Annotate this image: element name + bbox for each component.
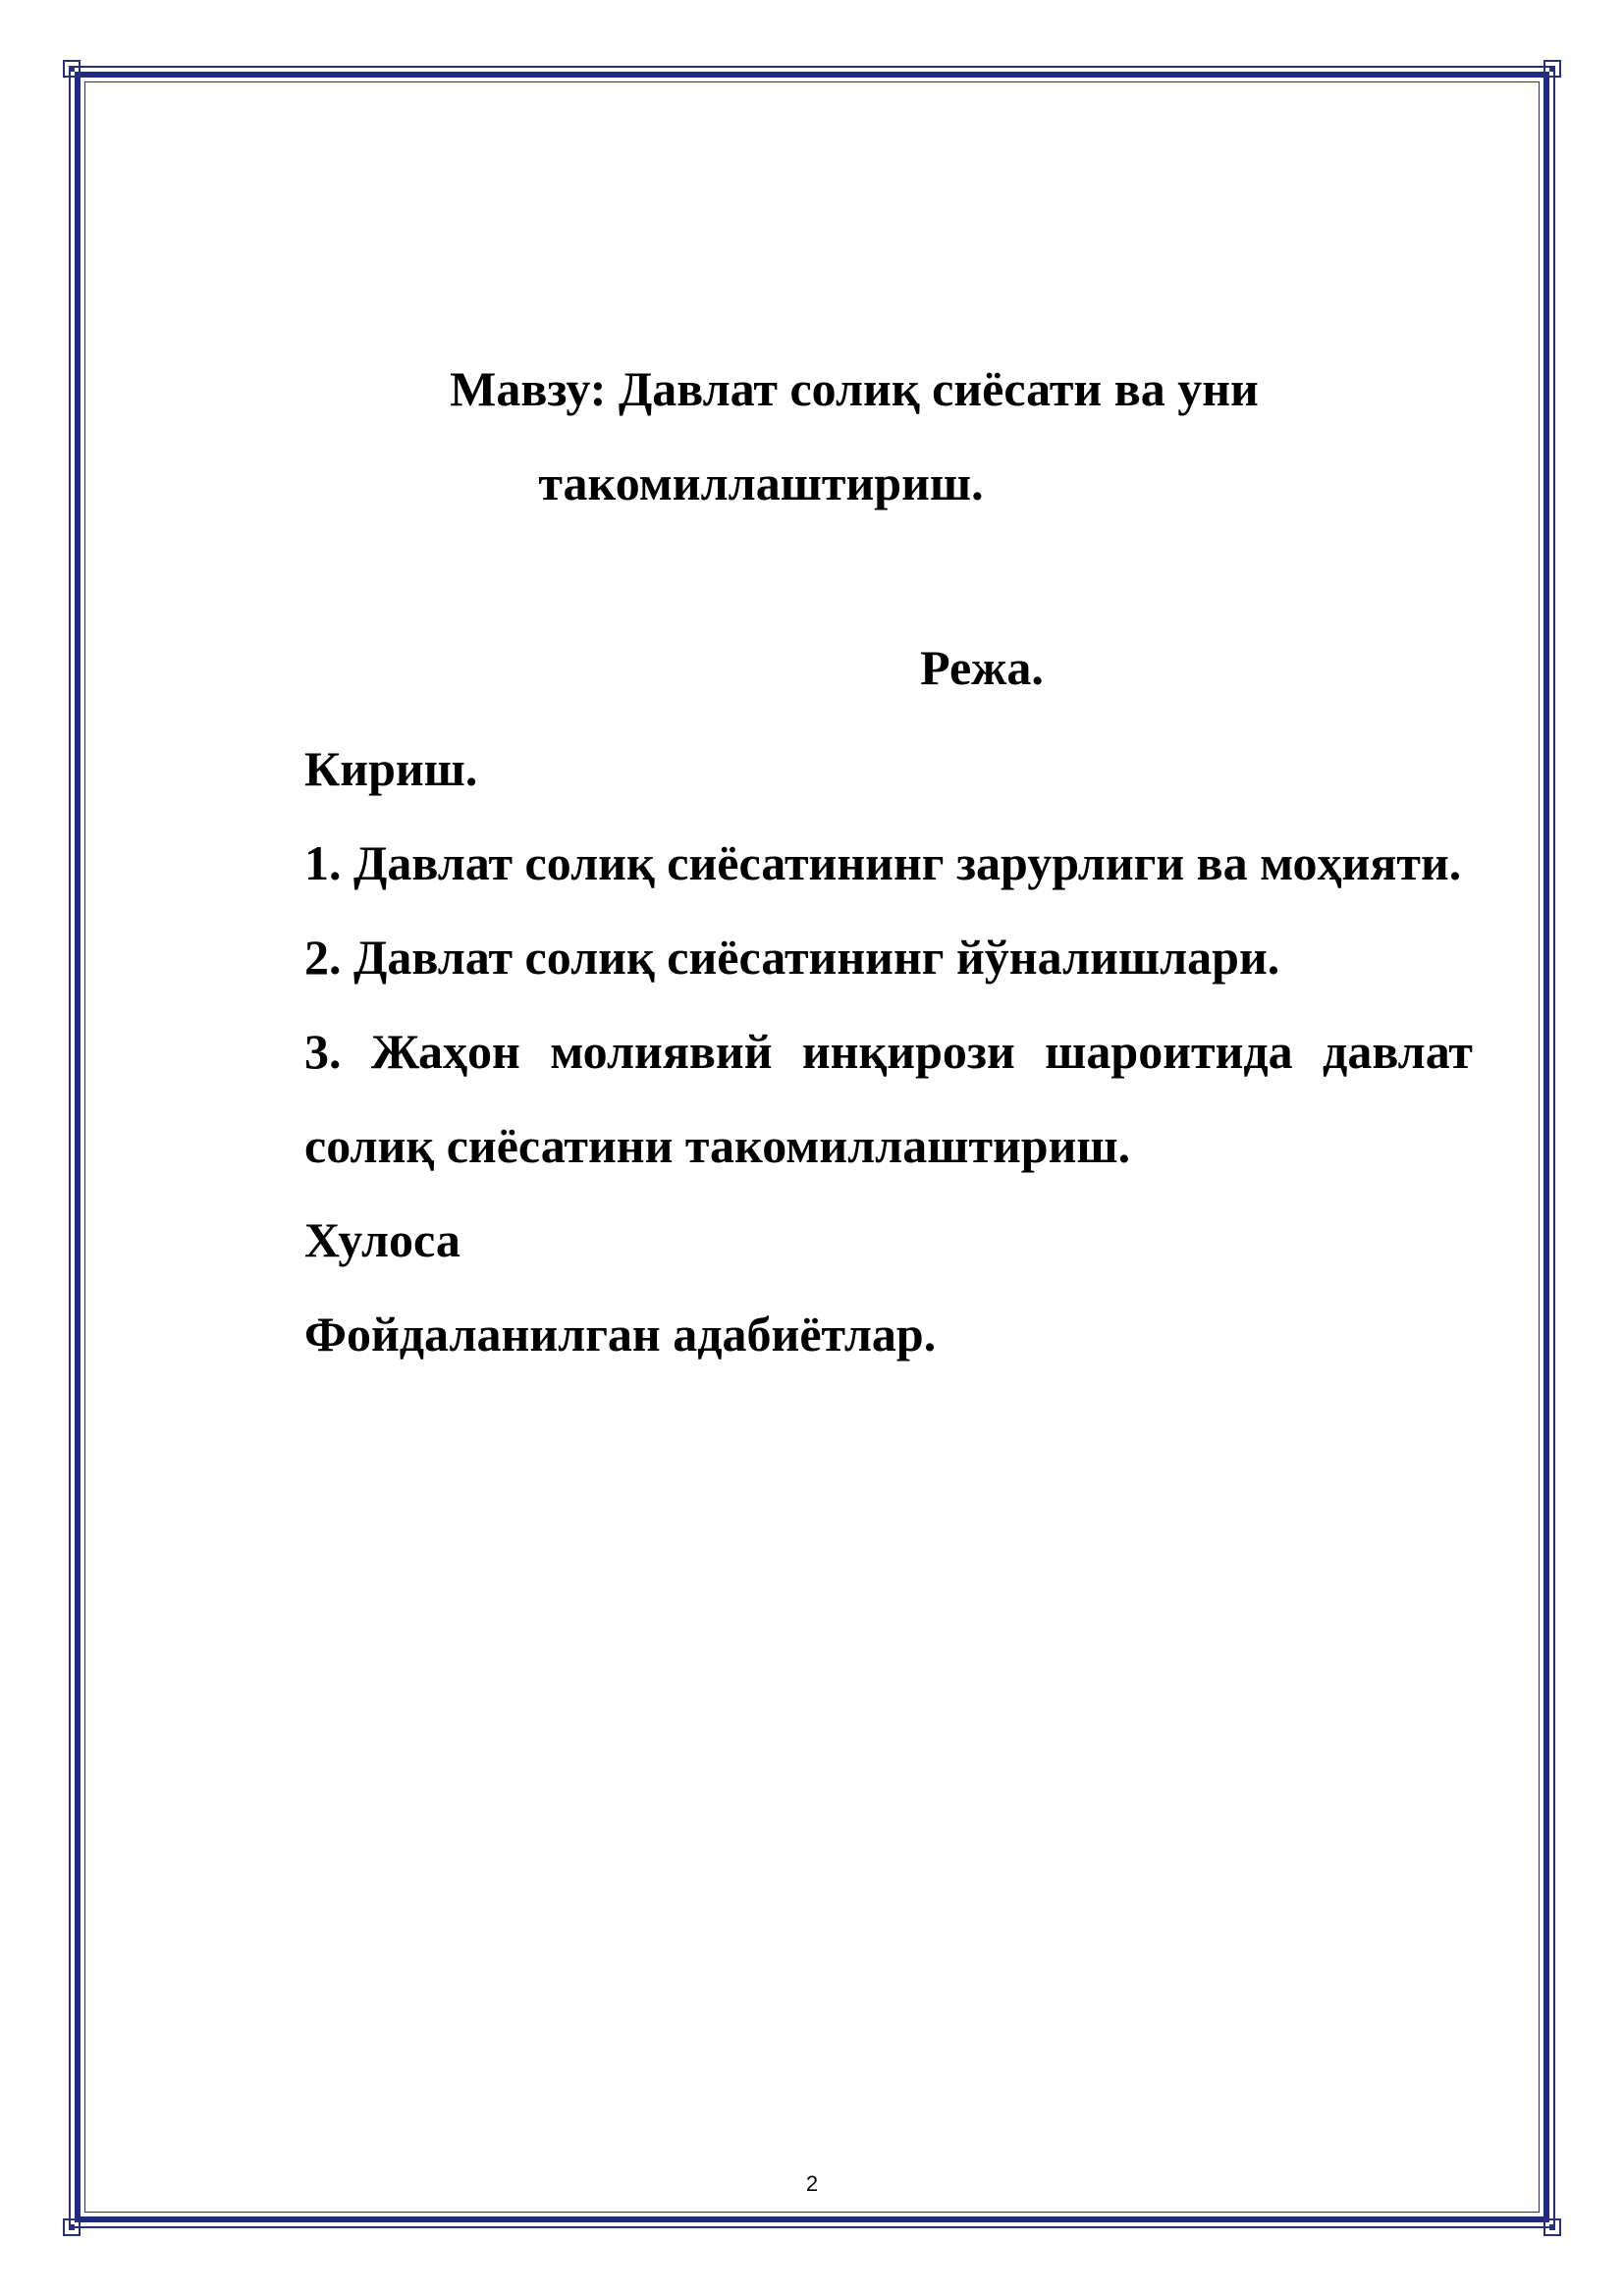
document-title <box>295 342 1414 530</box>
border-corner-ornament-icon <box>61 2216 82 2238</box>
plan-item-2: 2. Давлат солиқ сиёсатининг йўналишлари. <box>304 930 1280 985</box>
plan-item-references: Фойдаланилган адабиётлар. <box>304 1307 937 1362</box>
plan-item-introduction: Кириш. <box>304 741 478 796</box>
plan-item-1: 1. Давлат солиқ сиёсатининг зарурлиги ва моҳияти. <box>304 835 1462 890</box>
document-title-line1: Мавзу: Давлат солиқ сиёсати ва уни <box>450 361 1259 416</box>
plan-heading: Режа. <box>920 640 1044 695</box>
plan-item-conclusion: Хулоса <box>304 1212 460 1267</box>
border-corner-ornament-icon <box>1542 58 1563 80</box>
page-number: 2 <box>805 2171 819 2196</box>
plan-item-3: 3. Жаҳон молиявий инқирози шароитида давлат солиқ сиёсатини такомиллаштириш. <box>304 1024 1473 1173</box>
border-corner-ornament-icon <box>1542 2216 1563 2238</box>
document-title-line2: такомиллаштириш. <box>538 455 984 510</box>
plan-list <box>304 721 1473 1381</box>
border-corner-ornament-icon <box>61 58 82 80</box>
